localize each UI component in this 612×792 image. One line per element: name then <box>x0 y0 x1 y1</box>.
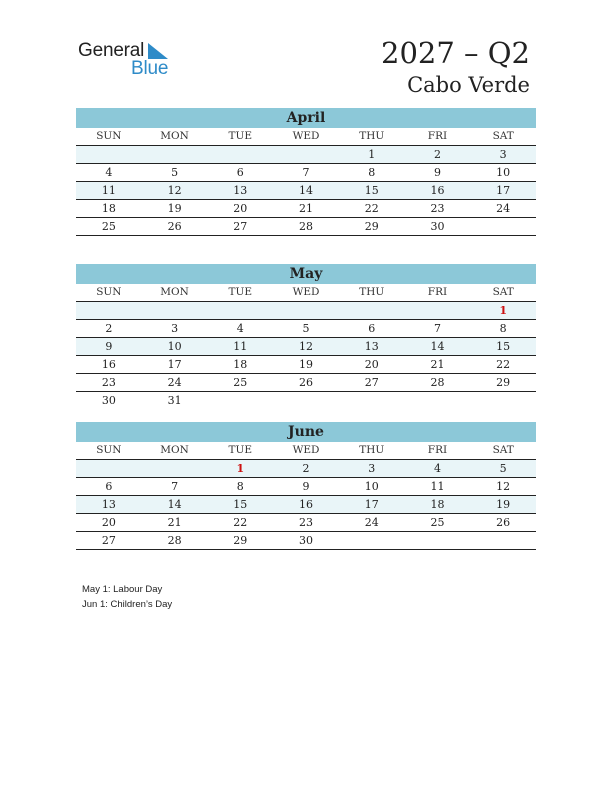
day-cell: 27 <box>233 220 248 233</box>
weekday-label: FRI <box>427 286 448 298</box>
day-cell: 13 <box>233 184 248 197</box>
month-may <box>76 264 536 409</box>
day-cell: 2 <box>433 148 441 161</box>
day-cell: 11 <box>430 480 445 493</box>
weekday-label: MON <box>160 130 189 142</box>
day-cell <box>339 302 405 319</box>
day-cell: 15 <box>496 340 511 353</box>
day-cell: 17 <box>167 358 182 371</box>
holiday-day-cell: 1 <box>499 304 507 317</box>
day-cell <box>207 302 273 319</box>
day-cell: 12 <box>167 184 182 197</box>
day-cell: 10 <box>364 480 379 493</box>
day-cell: 3 <box>368 462 376 475</box>
day-cell: 26 <box>496 516 511 529</box>
day-cell <box>405 302 471 319</box>
day-cell: 13 <box>364 340 379 353</box>
day-cell: 12 <box>496 480 511 493</box>
day-cell: 24 <box>496 202 511 215</box>
week-row <box>76 496 536 514</box>
day-cell: 24 <box>364 516 379 529</box>
weekday-label: WED <box>292 130 320 142</box>
day-cell: 30 <box>299 534 314 547</box>
country-name: Cabo Verde <box>407 73 530 97</box>
weekday-label: WED <box>292 444 320 456</box>
day-cell: 9 <box>433 166 441 179</box>
day-cell: 30 <box>430 220 445 233</box>
day-cell: 29 <box>496 376 511 389</box>
week-row <box>76 182 536 200</box>
week-row <box>76 374 536 392</box>
day-cell: 2 <box>302 462 310 475</box>
day-cell <box>339 392 405 409</box>
day-cell <box>339 532 405 549</box>
day-cell <box>470 218 536 235</box>
weekday-label: FRI <box>427 444 448 456</box>
day-cell: 28 <box>299 220 314 233</box>
weekday-label: WED <box>292 286 320 298</box>
day-cell: 14 <box>430 340 445 353</box>
day-cell: 21 <box>299 202 314 215</box>
day-cell: 29 <box>364 220 379 233</box>
week-row <box>76 460 536 478</box>
day-cell: 24 <box>167 376 182 389</box>
day-cell: 9 <box>302 480 310 493</box>
day-cell: 22 <box>496 358 511 371</box>
weekday-label: THU <box>359 130 385 142</box>
weekday-label: SUN <box>96 444 122 456</box>
week-row <box>76 146 536 164</box>
week-row <box>76 532 536 550</box>
week-row <box>76 478 536 496</box>
day-cell: 12 <box>299 340 314 353</box>
day-cell <box>207 146 273 163</box>
week-row <box>76 392 536 409</box>
day-cell: 16 <box>101 358 116 371</box>
weekday-label: THU <box>359 444 385 456</box>
day-cell: 10 <box>496 166 511 179</box>
week-row <box>76 320 536 338</box>
weekday-label: TUE <box>228 130 253 142</box>
day-cell: 17 <box>364 498 379 511</box>
day-cell: 26 <box>299 376 314 389</box>
week-row <box>76 218 536 236</box>
day-cell: 14 <box>299 184 314 197</box>
day-cell: 8 <box>368 166 376 179</box>
day-cell: 3 <box>499 148 507 161</box>
day-cell: 8 <box>499 322 507 335</box>
day-cell: 13 <box>101 498 116 511</box>
day-cell: 22 <box>364 202 379 215</box>
day-cell <box>273 392 339 409</box>
logo-flag-icon <box>148 43 170 59</box>
month-header: June <box>76 422 536 442</box>
day-cell <box>142 302 208 319</box>
day-cell: 17 <box>496 184 511 197</box>
day-cell: 15 <box>364 184 379 197</box>
day-cell: 5 <box>171 166 179 179</box>
day-cell: 20 <box>101 516 116 529</box>
day-cell: 5 <box>302 322 310 335</box>
day-cell: 26 <box>167 220 182 233</box>
day-cell: 23 <box>101 376 116 389</box>
day-cell: 6 <box>105 480 113 493</box>
day-cell: 28 <box>167 534 182 547</box>
holiday-day-cell: 1 <box>236 462 245 475</box>
day-cell: 21 <box>167 516 182 529</box>
weekday-label: TUE <box>228 444 253 456</box>
day-cell: 27 <box>101 534 116 547</box>
week-row <box>76 356 536 374</box>
day-cell: 11 <box>233 340 248 353</box>
day-cell: 31 <box>167 394 182 407</box>
day-cell: 14 <box>167 498 182 511</box>
day-cell: 1 <box>368 148 376 161</box>
week-row <box>76 302 536 320</box>
weekday-label: SUN <box>96 130 122 142</box>
weekday-label: SAT <box>492 130 514 142</box>
day-cell <box>405 532 471 549</box>
day-cell: 20 <box>364 358 379 371</box>
day-cell: 16 <box>299 498 314 511</box>
day-cell: 4 <box>433 462 441 475</box>
day-cell <box>470 532 536 549</box>
day-cell <box>76 460 142 477</box>
day-cell: 23 <box>430 202 445 215</box>
logo-word-general: General <box>78 40 145 61</box>
day-cell: 25 <box>430 516 445 529</box>
day-cell: 7 <box>171 480 179 493</box>
day-cell: 7 <box>302 166 310 179</box>
day-cell: 18 <box>430 498 445 511</box>
day-cell: 3 <box>171 322 179 335</box>
month-june <box>76 422 536 550</box>
day-cell: 28 <box>430 376 445 389</box>
weekday-label: SAT <box>492 444 514 456</box>
day-cell: 2 <box>105 322 113 335</box>
day-cell <box>470 392 536 409</box>
day-cell: 23 <box>299 516 314 529</box>
month-header: May <box>76 264 536 284</box>
day-cell: 6 <box>368 322 376 335</box>
day-cell: 30 <box>101 394 116 407</box>
holiday-note: May 1: Labour Day <box>82 584 163 595</box>
day-cell <box>405 392 471 409</box>
month-header: April <box>76 108 536 128</box>
page-title: 2027 – Q2 <box>381 36 530 70</box>
day-cell: 10 <box>167 340 182 353</box>
holiday-note: Jun 1: Children’s Day <box>82 599 173 610</box>
week-row <box>76 338 536 356</box>
day-cell: 21 <box>430 358 445 371</box>
day-cell: 19 <box>496 498 511 511</box>
day-cell: 16 <box>430 184 445 197</box>
day-cell <box>273 302 339 319</box>
day-cell: 8 <box>236 480 244 493</box>
week-row <box>76 514 536 532</box>
weekday-label: MON <box>160 286 189 298</box>
day-cell <box>273 146 339 163</box>
week-row <box>76 200 536 218</box>
day-cell: 11 <box>101 184 116 197</box>
day-cell: 4 <box>105 166 113 179</box>
weekday-header-row <box>76 128 536 146</box>
holiday-notes <box>82 582 172 612</box>
day-cell: 19 <box>299 358 314 371</box>
day-cell: 9 <box>105 340 113 353</box>
day-cell: 7 <box>433 322 441 335</box>
logo-word-blue: Blue <box>131 58 169 79</box>
weekday-label: FRI <box>427 130 448 142</box>
day-cell: 25 <box>233 376 248 389</box>
day-cell <box>207 392 273 409</box>
day-cell: 20 <box>233 202 248 215</box>
month-april <box>76 108 536 236</box>
weekday-label: SAT <box>492 286 514 298</box>
day-cell <box>142 146 208 163</box>
weekday-header-row <box>76 284 536 302</box>
weekday-label: MON <box>160 444 189 456</box>
weekday-label: SUN <box>96 286 122 298</box>
day-cell <box>76 146 142 163</box>
day-cell: 5 <box>499 462 507 475</box>
day-cell: 6 <box>236 166 244 179</box>
day-cell: 4 <box>236 322 244 335</box>
day-cell: 19 <box>167 202 182 215</box>
day-cell: 25 <box>101 220 116 233</box>
day-cell: 22 <box>233 516 248 529</box>
day-cell <box>142 460 208 477</box>
weekday-label: THU <box>359 286 385 298</box>
weekday-header-row <box>76 442 536 460</box>
weekday-label: TUE <box>228 286 253 298</box>
day-cell: 18 <box>101 202 116 215</box>
week-row <box>76 164 536 182</box>
day-cell: 29 <box>233 534 248 547</box>
day-cell: 15 <box>233 498 248 511</box>
day-cell <box>76 302 142 319</box>
day-cell: 27 <box>364 376 379 389</box>
day-cell: 18 <box>233 358 248 371</box>
